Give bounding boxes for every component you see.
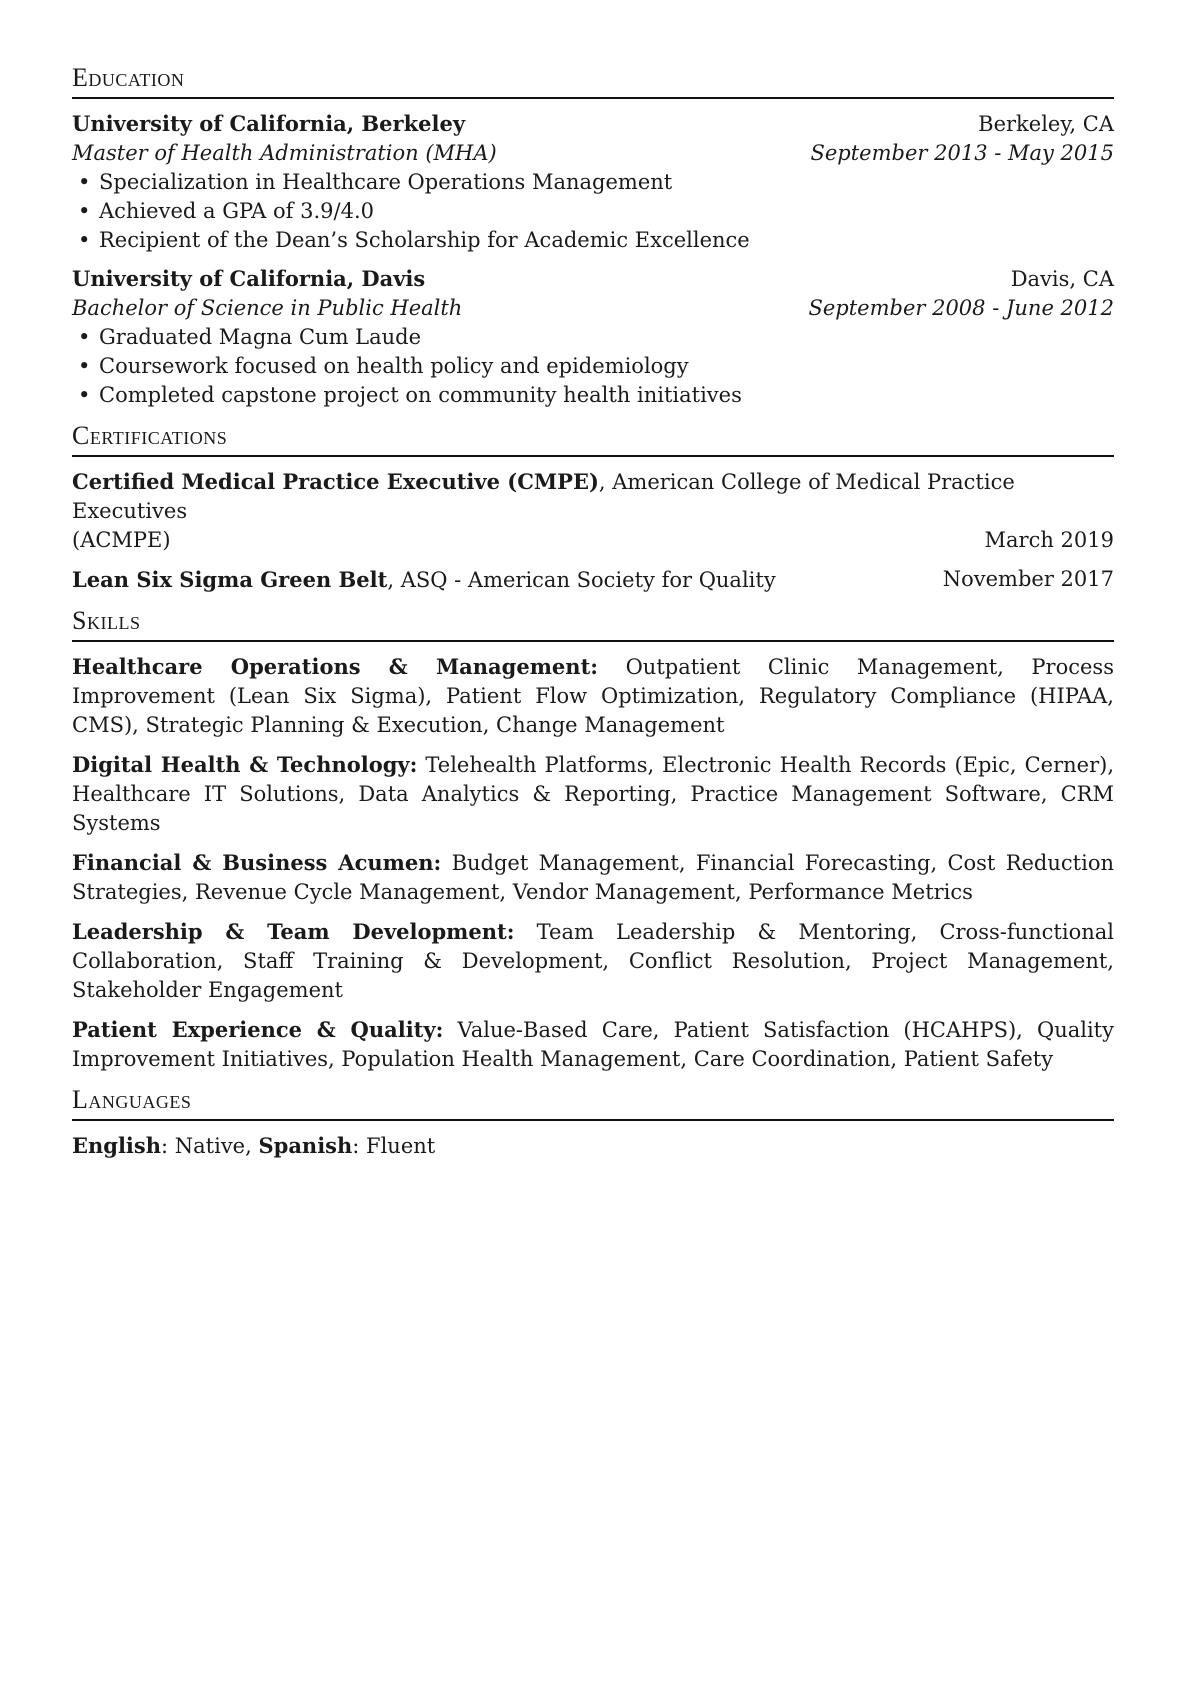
list-item: [72, 381, 1114, 410]
certification-issuer: , ASQ - American Society for Quality: [387, 568, 776, 592]
bullet-text: Specialization in Healthcare Operations Management: [99, 170, 673, 194]
language-level: : Native: [161, 1134, 246, 1158]
language-separator: ,: [245, 1134, 259, 1158]
certification-entry-lean: [72, 565, 1114, 595]
bullet-icon: •: [78, 354, 91, 378]
skill-category: Financial & Business Acumen:: [72, 850, 442, 875]
certification-line: [72, 467, 1114, 526]
degree-dates: September 2008 - June 2012: [808, 296, 1114, 320]
institution-name: University of California, Davis: [72, 266, 426, 291]
section-title-certifications: Certifications: [72, 420, 1114, 457]
certification-entry-cmpe: [72, 467, 1114, 555]
list-item: [72, 226, 1114, 255]
list-item: [72, 352, 1114, 381]
institution-location: Berkeley, CA: [978, 112, 1114, 136]
list-item: [72, 168, 1114, 197]
skills-section: [72, 605, 1114, 1074]
certification-date: November 2017: [942, 567, 1114, 591]
education-degree-row: [72, 294, 1114, 323]
bullet-text: Achieved a GPA of 3.9/4.0: [99, 199, 374, 223]
institution-name: University of California, Berkeley: [72, 111, 466, 136]
languages-section: [72, 1084, 1114, 1161]
skill-group: [72, 652, 1114, 740]
section-title-skills: Skills: [72, 605, 1114, 642]
certifications-section: [72, 420, 1114, 595]
education-bullets: [72, 323, 1114, 410]
skill-items: Telehealth Platforms, Electronic Health Records (Epic, Cerner), Healthcare IT Solutions, Data Analytics & Reporting, Practice Management Software, CRM Systems: [72, 753, 1114, 835]
skill-items: Value-Based Care, Patient Satisfaction (HCAHPS), Quality Improvement Initiatives, Population Health Management, Care Coordination, Patient Safety: [72, 1018, 1114, 1071]
language-name: Spanish: [258, 1133, 353, 1158]
skill-category: Leadership & Team Development:: [72, 919, 515, 944]
skill-items: Team Leadership & Mentoring, Cross-functional Collaboration, Staff Training & Development, Conflict Resolution, Project Management, Stakeholder Engagement: [72, 920, 1114, 1002]
education-entry-davis: [72, 264, 1114, 410]
language-name: English: [72, 1133, 162, 1158]
bullet-text: Completed capstone project on community health initiatives: [99, 383, 742, 407]
certification-issuer-abbrev: (ACMPE): [72, 528, 171, 552]
list-item: [72, 197, 1114, 226]
bullet-icon: •: [78, 383, 91, 407]
bullet-icon: •: [78, 228, 91, 252]
bullet-text: Recipient of the Dean’s Scholarship for Academic Excellence: [99, 228, 750, 252]
section-title-languages: Languages: [72, 1084, 1114, 1121]
education-bullets: [72, 168, 1114, 255]
skill-group: [72, 750, 1114, 838]
education-header-row: [72, 109, 1114, 139]
skill-category: Healthcare Operations & Management:: [72, 654, 599, 679]
education-degree-row: [72, 139, 1114, 168]
education-header-row: [72, 264, 1114, 294]
bullet-text: Graduated Magna Cum Laude: [99, 325, 422, 349]
bullet-icon: •: [78, 199, 91, 223]
certification-line: [72, 565, 1114, 595]
skill-items: Budget Management, Financial Forecasting, Cost Reduction Strategies, Revenue Cycle Management, Vendor Management, Performance Metrics: [72, 851, 1114, 904]
skill-category: Digital Health & Technology:: [72, 752, 418, 777]
bullet-icon: •: [78, 170, 91, 194]
institution-location: Davis, CA: [1010, 267, 1114, 291]
education-section: [72, 62, 1114, 410]
skill-group: [72, 848, 1114, 907]
section-title-education: Education: [72, 62, 1114, 99]
degree-name: Master of Health Administration (MHA): [72, 141, 497, 165]
resume-content: [72, 62, 1114, 1171]
skill-group: [72, 917, 1114, 1005]
certification-name: Certified Medical Practice Executive (CMPE): [72, 469, 599, 494]
list-item: [72, 323, 1114, 352]
education-entry-berkeley: [72, 109, 1114, 255]
certification-date-row: [72, 526, 1114, 555]
skill-group: [72, 1015, 1114, 1074]
certification-name: Lean Six Sigma Green Belt: [72, 567, 388, 592]
skill-category: Patient Experience & Quality:: [72, 1017, 444, 1042]
skill-items: Outpatient Clinic Management, Process Improvement (Lean Six Sigma), Patient Flow Optimization, Regulatory Compliance (HIPAA, CMS), Strategic Planning & Execution, Change Management: [72, 655, 1114, 737]
language-level: : Fluent: [352, 1134, 436, 1158]
degree-dates: September 2013 - May 2015: [810, 141, 1114, 165]
certification-date: March 2019: [984, 528, 1114, 552]
bullet-text: Coursework focused on health policy and epidemiology: [99, 354, 689, 378]
languages-line: [72, 1131, 1114, 1161]
degree-name: Bachelor of Science in Public Health: [72, 296, 463, 320]
certification-issuer: , American College of Medical Practice Executives: [72, 470, 1015, 523]
bullet-icon: •: [78, 325, 91, 349]
